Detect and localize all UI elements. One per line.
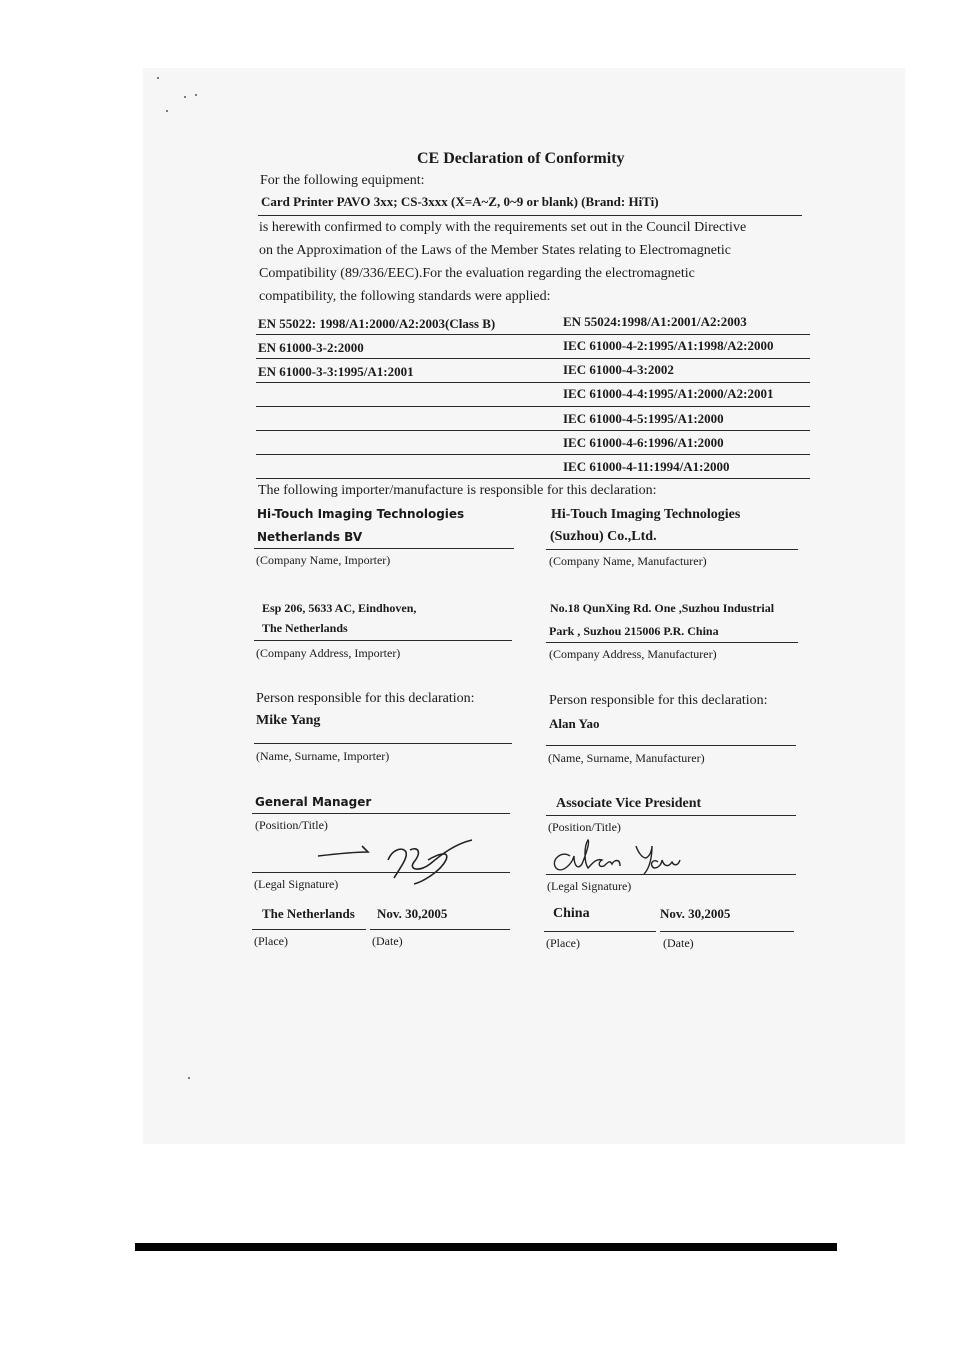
scan-speck: [195, 94, 197, 96]
table-rule: [256, 454, 810, 455]
manufacturer-person-underline: [546, 745, 796, 746]
standard-left: EN 55022: 1998/A1:2000/A2:2003(Class B): [258, 316, 496, 331]
standard-right: IEC 61000-4-11:1994/A1:2000: [563, 459, 730, 474]
table-rule: [256, 406, 810, 407]
importer-date-caption: (Date): [372, 934, 403, 948]
intro-text: For the following equipment:: [260, 173, 425, 188]
manufacturer-signature-caption: (Legal Signature): [547, 879, 632, 893]
paragraph-line: Compatibility (89/336/EEC).For the evaluation regarding the electromagnetic: [259, 266, 695, 281]
importer-place-underline: [252, 929, 366, 930]
importer-name-caption: (Company Name, Importer): [256, 553, 391, 567]
importer-signature-underline: [252, 872, 510, 873]
paragraph-line: is herewith confirmed to comply with the requirements set out in the Council Directive: [259, 220, 747, 235]
standard-left: EN 61000-3-3:1995/A1:2001: [258, 364, 414, 379]
manufacturer-address-caption: (Company Address, Manufacturer): [549, 647, 717, 661]
importer-address-caption: (Company Address, Importer): [256, 646, 401, 660]
importer-address-line2: The Netherlands: [262, 621, 348, 635]
table-rule: [256, 382, 810, 383]
manufacturer-person-caption: (Name, Surname, Manufacturer): [548, 751, 705, 765]
standard-right: IEC 61000-4-2:1995/A1:1998/A2:2000: [563, 338, 774, 353]
manufacturer-place-underline: [544, 931, 656, 932]
importer-name-line2: Netherlands BV: [257, 530, 363, 544]
paragraph-line: on the Approximation of the Laws of the Member States relating to Electromagnetic: [259, 243, 731, 258]
scan-speck: [157, 77, 159, 79]
page-title: CE Declaration of Conformity: [417, 150, 625, 167]
manufacturer-person-label: Person responsible for this declaration:: [549, 693, 768, 708]
importer-place-caption: (Place): [254, 934, 288, 948]
importer-address-underline: [254, 640, 512, 641]
importer-person-caption: (Name, Surname, Importer): [256, 749, 390, 763]
equipment-text: Card Printer PAVO 3xx; CS-3xxx (X=A~Z, 0~9 or blank) (Brand: HiTi): [261, 194, 659, 209]
manufacturer-signature-image: [548, 838, 698, 878]
standard-right: IEC 61000-4-6:1996/A1:2000: [563, 435, 724, 450]
importer-address-line1: Esp 206, 5633 AC, Eindhoven,: [262, 601, 417, 615]
scan-speck: [188, 1077, 190, 1079]
manufacturer-date: Nov. 30,2005: [660, 906, 731, 921]
importer-person-underline: [254, 743, 512, 744]
standard-left: EN 61000-3-2:2000: [258, 340, 364, 355]
importer-place: The Netherlands: [262, 906, 355, 921]
importer-signature-caption: (Legal Signature): [254, 877, 339, 891]
table-rule: [256, 334, 810, 335]
importer-name-line1: Hi-Touch Imaging Technologies: [257, 507, 465, 521]
table-rule: [256, 430, 810, 431]
equipment-underline: [258, 215, 802, 216]
manufacturer-address-line1: No.18 QunXing Rd. One ,Suzhou Industrial: [550, 601, 775, 615]
manufacturer-name-underline: [546, 549, 798, 550]
manufacturer-address-underline: [546, 642, 798, 643]
paragraph-line: compatibility, the following standards were applied:: [259, 289, 551, 304]
manufacturer-place-caption: (Place): [546, 936, 580, 950]
importer-position: General Manager: [255, 795, 372, 809]
manufacturer-name-line2: (Suzhou) Co.,Ltd.: [550, 529, 657, 544]
importer-date: Nov. 30,2005: [377, 906, 448, 921]
manufacturer-position: Associate Vice President: [556, 796, 702, 811]
manufacturer-date-underline: [660, 931, 794, 932]
table-rule: [256, 358, 810, 359]
scan-speck: [166, 110, 168, 112]
responsible-statement: The following importer/manufacture is responsible for this declaration:: [258, 483, 657, 498]
importer-position-underline: [252, 813, 510, 814]
manufacturer-signature-underline: [546, 874, 796, 875]
manufacturer-date-caption: (Date): [663, 936, 694, 950]
manufacturer-position-underline: [546, 815, 796, 816]
standard-right: IEC 61000-4-4:1995/A1:2000/A2:2001: [563, 386, 774, 401]
standard-right: IEC 61000-4-3:2002: [563, 362, 674, 377]
table-rule: [256, 478, 810, 479]
footer-rule: [135, 1243, 837, 1251]
importer-name-underline: [254, 548, 514, 549]
importer-person-label: Person responsible for this declaration:: [256, 691, 475, 706]
manufacturer-name-line1: Hi-Touch Imaging Technologies: [551, 507, 741, 522]
standard-right: IEC 61000-4-5:1995/A1:2000: [563, 411, 724, 426]
manufacturer-place: China: [553, 906, 590, 921]
manufacturer-address-line2: Park , Suzhou 215006 P.R. China: [549, 624, 719, 638]
manufacturer-position-caption: (Position/Title): [548, 820, 621, 834]
importer-person-name: Mike Yang: [256, 713, 321, 728]
manufacturer-person-name: Alan Yao: [549, 716, 600, 731]
scan-speck: [184, 96, 186, 98]
standard-right: EN 55024:1998/A1:2001/A2:2003: [563, 314, 747, 329]
importer-date-underline: [370, 929, 510, 930]
importer-position-caption: (Position/Title): [255, 818, 328, 832]
manufacturer-name-caption: (Company Name, Manufacturer): [549, 554, 707, 568]
